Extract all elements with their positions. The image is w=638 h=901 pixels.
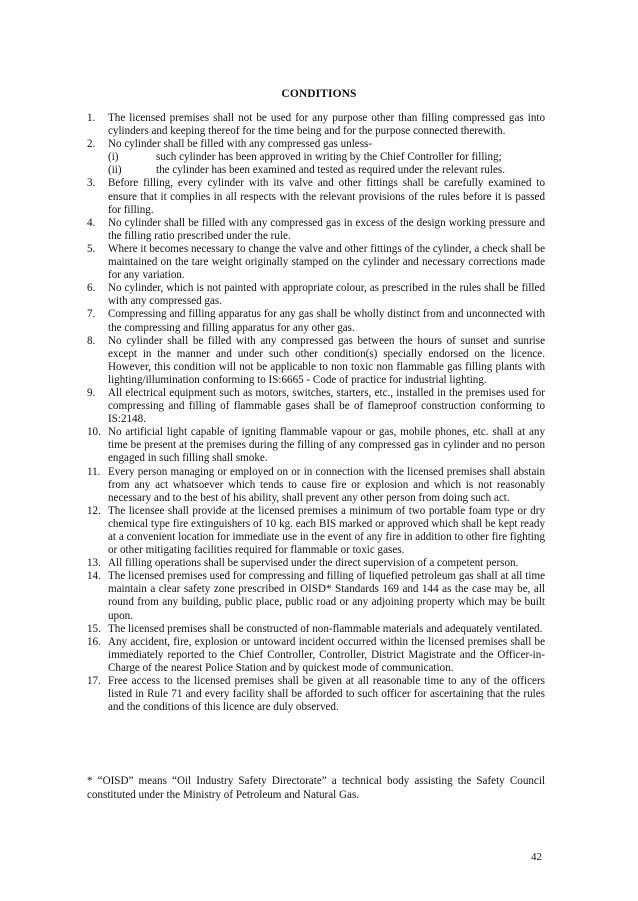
- page-heading: CONDITIONS: [281, 88, 357, 100]
- condition-number: 11.: [87, 465, 101, 478]
- condition-item: [87, 675, 545, 714]
- condition-text: No cylinder shall be filled with any compressed gas in excess of the design working pressure and the filling ratio prescribed under the rule.: [108, 216, 545, 242]
- condition-number: 6.: [87, 282, 96, 295]
- sub-condition-text: the cylinder has been examined and tested as required under the relevant rules.: [156, 164, 506, 177]
- condition-text: Where it becomes necessary to change the valve and other fittings of the cylinder, a check shall be maintained on the tare weight originally stamped on the cylinder and necessary corrections made for any variation.: [108, 242, 545, 282]
- condition-number: 5.: [87, 242, 96, 255]
- condition-number: 8.: [87, 334, 96, 347]
- sub-condition-item: [108, 164, 545, 177]
- conditions-list: [87, 112, 545, 714]
- condition-item: [87, 426, 545, 465]
- condition-text: The licensed premises used for compressing and filling of liquefied petroleum gas shall at all time maintain a clear safety zone prescribed in OISD* Standards 169 and 144 as the case may be, all round from any building, public place, public road or any adjoining property which may be built upon.: [108, 570, 545, 622]
- condition-text: No artificial light capable of igniting flammable vapour or gas, mobile phones, etc. shall at any time be present at the premises during the filling of any compressed gas in cylinder and no person engaged in such filling shall smoke.: [108, 426, 545, 465]
- condition-text: Compressing and filling apparatus for any gas shall be wholly distinct from and unconnected with the compressing and filling apparatus for any other gas.: [108, 308, 545, 334]
- condition-text: No cylinder shall be filled with any compressed gas unless-: [108, 138, 373, 151]
- condition-text: Free access to the licensed premises shall be given at all reasonable time to any of the officers listed in Rule 71 and every facility shall be afforded to such officer for ascertaining that the rules and the conditions of this licence are duly observed.: [108, 675, 545, 714]
- sub-condition-text: such cylinder has been approved in writing by the Chief Controller for filling;: [156, 151, 502, 164]
- condition-item: [87, 243, 545, 282]
- condition-text: The licensee shall provide at the licensed premises a minimum of two portable foam type or dry chemical type fire extinguishers of 10 kg. each BIS marked or approved which shall be kept ready at a convenient location for immediate use in the event of any fire in addition to other fire fighting or other mitigating facilities required for flammable or toxic gases.: [108, 504, 545, 557]
- condition-text: No cylinder, which is not painted with appropriate colour, as prescribed in the rules shall be filled with any compressed gas.: [108, 282, 545, 308]
- condition-number: 10.: [87, 426, 101, 439]
- condition-number: 4.: [87, 216, 96, 229]
- condition-item: [87, 138, 545, 177]
- condition-item: [87, 557, 545, 570]
- condition-text: The licensed premises shall not be used for any purpose other than filling compressed gas into cylinders and keeping thereof for the time being and for the purpose connected therewith.: [108, 112, 545, 138]
- condition-number: 14.: [87, 570, 101, 583]
- condition-number: 13.: [87, 557, 101, 570]
- condition-number: 3.: [87, 177, 96, 190]
- condition-number: 9.: [87, 386, 96, 399]
- sub-condition-number: (ii): [108, 164, 122, 177]
- condition-text: No cylinder shall be filled with any compressed gas between the hours of sunset and sunrise except in the manner and under such other condition(s) specially endorsed on the licence. However, this condition will not be applicable to non toxic non flammable gas filling plants with lighting/illumination conforming to IS:6665 - Code of practice for industrial lighting.: [108, 334, 545, 386]
- sub-condition-number: (i): [108, 151, 119, 164]
- condition-item: [87, 466, 545, 505]
- condition-item: [87, 387, 545, 426]
- sub-condition-list: [108, 151, 545, 177]
- condition-text: The licensed premises shall be constructed of non-flammable materials and adequately ventilated.: [108, 622, 543, 635]
- condition-text: All filling operations shall be supervised under the direct supervision of a competent person.: [108, 557, 519, 570]
- condition-number: 17.: [87, 675, 101, 688]
- condition-text: Every person managing or employed on or in connection with the licensed premises shall abstain from any act whatsoever which tends to cause fire or explosion and which is not reasonably necessary and to the best of his ability, shall prevent any other person from doing such act.: [108, 465, 545, 504]
- condition-item: [87, 570, 545, 622]
- condition-item: [87, 282, 545, 308]
- condition-text: All electrical equipment such as motors, switches, starters, etc., installed in the premises used for compressing and filling of flammable gases shall be of flameproof construction conforming to IS:2148.: [108, 386, 545, 426]
- condition-number: 15.: [87, 622, 101, 635]
- page-number: 42: [531, 851, 542, 863]
- sub-condition-item: [108, 151, 545, 164]
- condition-item: [87, 217, 545, 243]
- condition-number: 2.: [87, 138, 96, 151]
- condition-number: 12.: [87, 504, 101, 517]
- condition-item: [87, 623, 545, 636]
- condition-item: [87, 636, 545, 675]
- condition-item: [87, 505, 545, 557]
- condition-item: [87, 308, 545, 334]
- condition-text: Before filling, every cylinder with its valve and other fittings shall be carefully examined to ensure that it complies in all respects with the relevant provisions of the rules before it is passed for filling.: [108, 177, 545, 216]
- footnote: * “OISD” means “Oil Industry Safety Directorate” a technical body assisting the Safety Council constituted under the Ministry of Petroleum and Natural Gas.: [87, 775, 545, 801]
- condition-item: [87, 335, 545, 387]
- condition-item: [87, 112, 545, 138]
- condition-number: 16.: [87, 635, 101, 648]
- condition-item: [87, 177, 545, 216]
- condition-text: Any accident, fire, explosion or untoward incident occurred within the licensed premises shall be immediately reported to the Chief Controller, Controller, District Magistrate and the Officer-in-Charge of the nearest Police Station and by quickest mode of communication.: [108, 635, 545, 674]
- condition-number: 7.: [87, 308, 96, 321]
- condition-number: 1.: [87, 112, 96, 124]
